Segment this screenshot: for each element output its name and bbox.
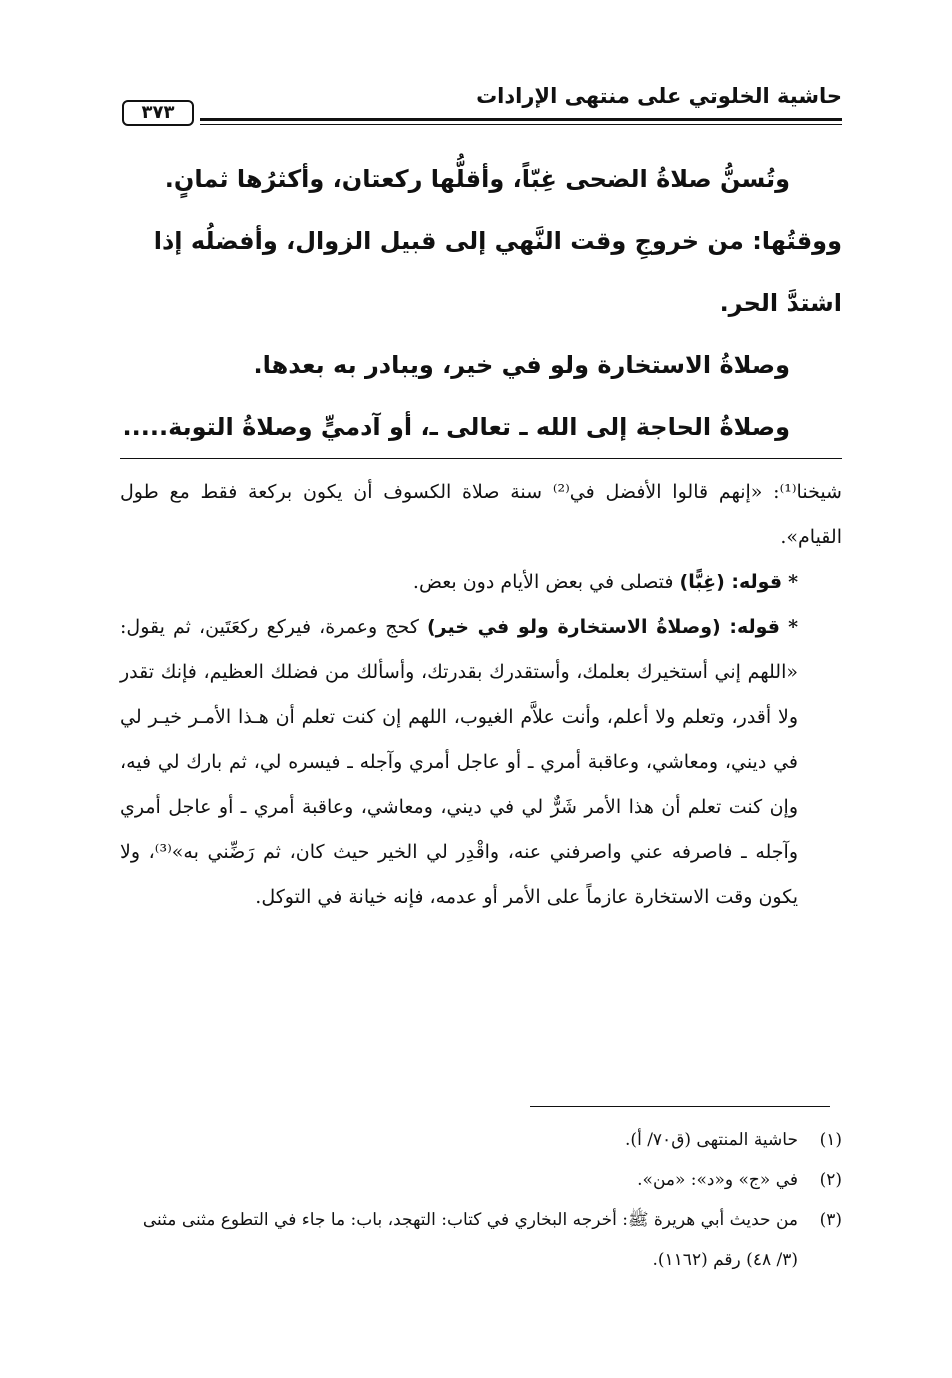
star-marker: *	[788, 616, 798, 638]
footnote-1	[120, 1120, 842, 1160]
footnote-text: من حديث أبي هريرة ﷺ: أخرجه البخاري في كتاب: التهجد، باب: ما جاء في التطوع مثنى مثنى (٣/ ٤٨) رقم (١١٦٢).	[142, 1210, 798, 1270]
commentary-para-istikhara	[120, 605, 842, 920]
main-line-duha: وتُسنُّ صلاةُ الضحى غِبّاً، وأقلُّها ركعتان، وأكثرُها ثمانٍ.	[164, 165, 790, 193]
header-rule	[200, 118, 842, 125]
footnote-number: (٣)	[819, 1210, 842, 1230]
main-text	[120, 148, 842, 458]
footnote-text: حاشية المنتهى (ق٧٠/ أ).	[625, 1130, 798, 1150]
footnote-3	[120, 1200, 842, 1280]
header-rule-thick	[200, 118, 842, 121]
header-rule-thin	[200, 124, 842, 125]
page-number: ٣٧٣	[122, 100, 194, 126]
page-header	[120, 78, 842, 128]
footnote-number: (٢)	[819, 1170, 842, 1190]
footnotes	[120, 1120, 842, 1280]
commentary-para-kusuf: شيخنا⁽¹⁾: «إنهم قالوا الأفضل في⁽²⁾ سنة صلاة الكسوف أن يكون بركعة فقط مع طول القيام».	[120, 481, 842, 548]
footnote-text: في «ج» و«د»: «من».	[637, 1170, 798, 1190]
running-title: حاشية الخلوتي على منتهى الإرادات	[476, 84, 842, 108]
commentary	[120, 470, 842, 920]
footnote-2	[120, 1160, 842, 1200]
footnote-number: (١)	[819, 1130, 842, 1150]
commentary-lemma: قوله: (غِبًّا)	[679, 571, 783, 593]
star-marker: *	[788, 571, 798, 593]
commentary-para-ghibban	[120, 560, 842, 605]
main-line-hajah: وصلاةُ الحاجة إلى الله ـ تعالى ـ، أو آدميٍّ وصلاةُ التوبة.....	[122, 413, 790, 441]
main-line-duha-time: ووقتُها: من خروجِ وقت النَّهي إلى قبيل الزوال، وأفضلُه إذا اشتدَّ الحر.	[153, 227, 842, 317]
commentary-lemma: قوله: (وصلاةُ الاستخارة ولو في خير)	[426, 616, 780, 638]
main-line-istikhara: وصلاةُ الاستخارة ولو في خير، ويبادر به بعدها.	[253, 351, 790, 379]
commentary-text: كحج وعمرة، فيركع ركعَتَين، ثم يقول: «اللهم إني أستخيرك بعلمك، وأستقدرك بقدرتك، وأسألك من فضلك العظيم، فإنك تقدر ولا أقدر، وتعلم ولا أعلم، وأنت علاَّم الغيوب، اللهم إن كنت تعلم أن هـذا الأمـر خيـر لي في ديني، ومعاشي، وعاقبة أمري ـ أو عاجل أمري وآجله ـ فيسره لي، ثم بارك لي فيه، وإن كنت تعلم أن هذا الأمر شَرٌّ لي في ديني، ومعاشي، وعاقبة أمري ـ أو عاجل أمري وآجله ـ فاصرفه عني واصرفني عنه، واقْدِر لي الخير حيث كان، ثم رَضِّني به»⁽³⁾، ولا يكون وقت الاستخارة عازماً على الأمر أو عدمه، فإنه خيانة في التوكل.	[120, 616, 798, 908]
text-commentary-separator	[120, 458, 842, 459]
commentary-text: فتصلى في بعض الأيام دون بعض.	[412, 571, 674, 593]
footnote-rule	[530, 1106, 830, 1107]
